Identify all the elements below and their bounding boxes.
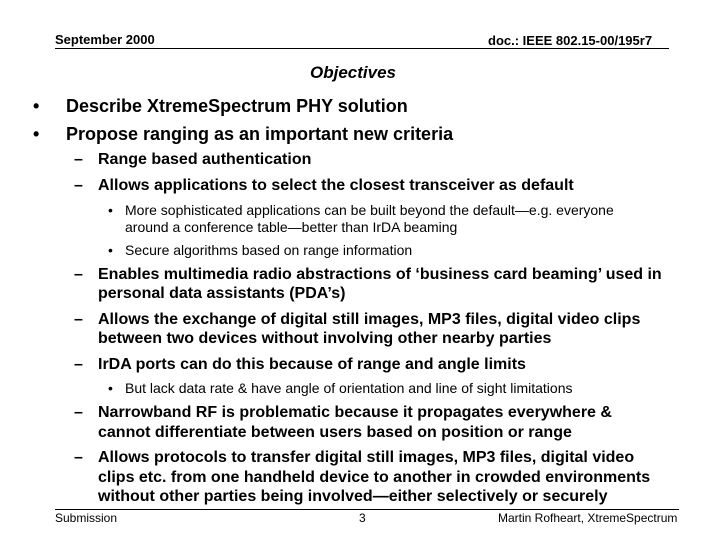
bullet-marker: • bbox=[33, 96, 40, 116]
dash-marker: – bbox=[74, 151, 83, 168]
footer-submission: Submission bbox=[55, 511, 118, 525]
dash-marker: – bbox=[74, 177, 83, 194]
sub-bullet-text: cannot differentiate between users based on position or range bbox=[98, 424, 572, 441]
bullet-marker: • bbox=[33, 124, 40, 144]
footer-author: Martin Rofheart, XtremeSpectrum bbox=[498, 511, 678, 525]
sub-bullet-text: Enables multimedia radio abstractions of ‘business card beaming’ used in bbox=[98, 266, 662, 283]
subsub-marker: • bbox=[108, 380, 113, 396]
bullet-text: Propose ranging as an important new criteria bbox=[66, 124, 454, 144]
subsub-marker: • bbox=[108, 202, 113, 218]
sub-bullet-text: Allows applications to select the closest transceiver as default bbox=[98, 177, 574, 194]
slide-title: Objectives bbox=[310, 63, 396, 82]
subsub-text: But lack data rate & have angle of orientation and line of sight limitations bbox=[125, 380, 573, 396]
subsub-text: around a conference table—better than IrDA beaming bbox=[125, 219, 458, 235]
header-doc-id: doc.: IEEE 802.15-00/195r7 bbox=[488, 33, 653, 48]
sub-bullet-text: clips etc. from one handheld device to another in crowded environments bbox=[98, 469, 651, 486]
footer-rule bbox=[55, 509, 679, 510]
sub-bullet-text: between two devices without involving other nearby parties bbox=[98, 330, 552, 347]
dash-marker: – bbox=[74, 356, 83, 373]
dash-marker: – bbox=[74, 311, 83, 328]
subsub-marker: • bbox=[108, 242, 113, 258]
sub-bullet-text: Narrowband RF is problematic because it propagates everywhere & bbox=[98, 404, 612, 421]
header-rule bbox=[55, 48, 669, 49]
footer-page-number: 3 bbox=[359, 511, 366, 525]
sub-bullet-text: Allows the exchange of digital still images, MP3 files, digital video clips bbox=[98, 311, 641, 328]
sub-bullet-text: Allows protocols to transfer digital still images, MP3 files, digital video bbox=[98, 449, 635, 466]
subsub-text: More sophisticated applications can be built beyond the default—e.g. everyone bbox=[125, 202, 614, 218]
bullet-text: Describe XtremeSpectrum PHY solution bbox=[66, 96, 408, 116]
dash-marker: – bbox=[74, 266, 83, 283]
sub-bullet-text: without other parties being involved—either selectively or securely bbox=[98, 488, 608, 505]
sub-bullet-text: personal data assistants (PDA’s) bbox=[98, 285, 346, 302]
dash-marker: – bbox=[74, 449, 83, 466]
dash-marker: – bbox=[74, 404, 83, 421]
sub-bullet-text: IrDA ports can do this because of range and angle limits bbox=[98, 356, 526, 373]
sub-bullet-text: Range based authentication bbox=[98, 151, 312, 168]
header-date: September 2000 bbox=[55, 32, 155, 47]
subsub-text: Secure algorithms based on range information bbox=[125, 242, 413, 258]
